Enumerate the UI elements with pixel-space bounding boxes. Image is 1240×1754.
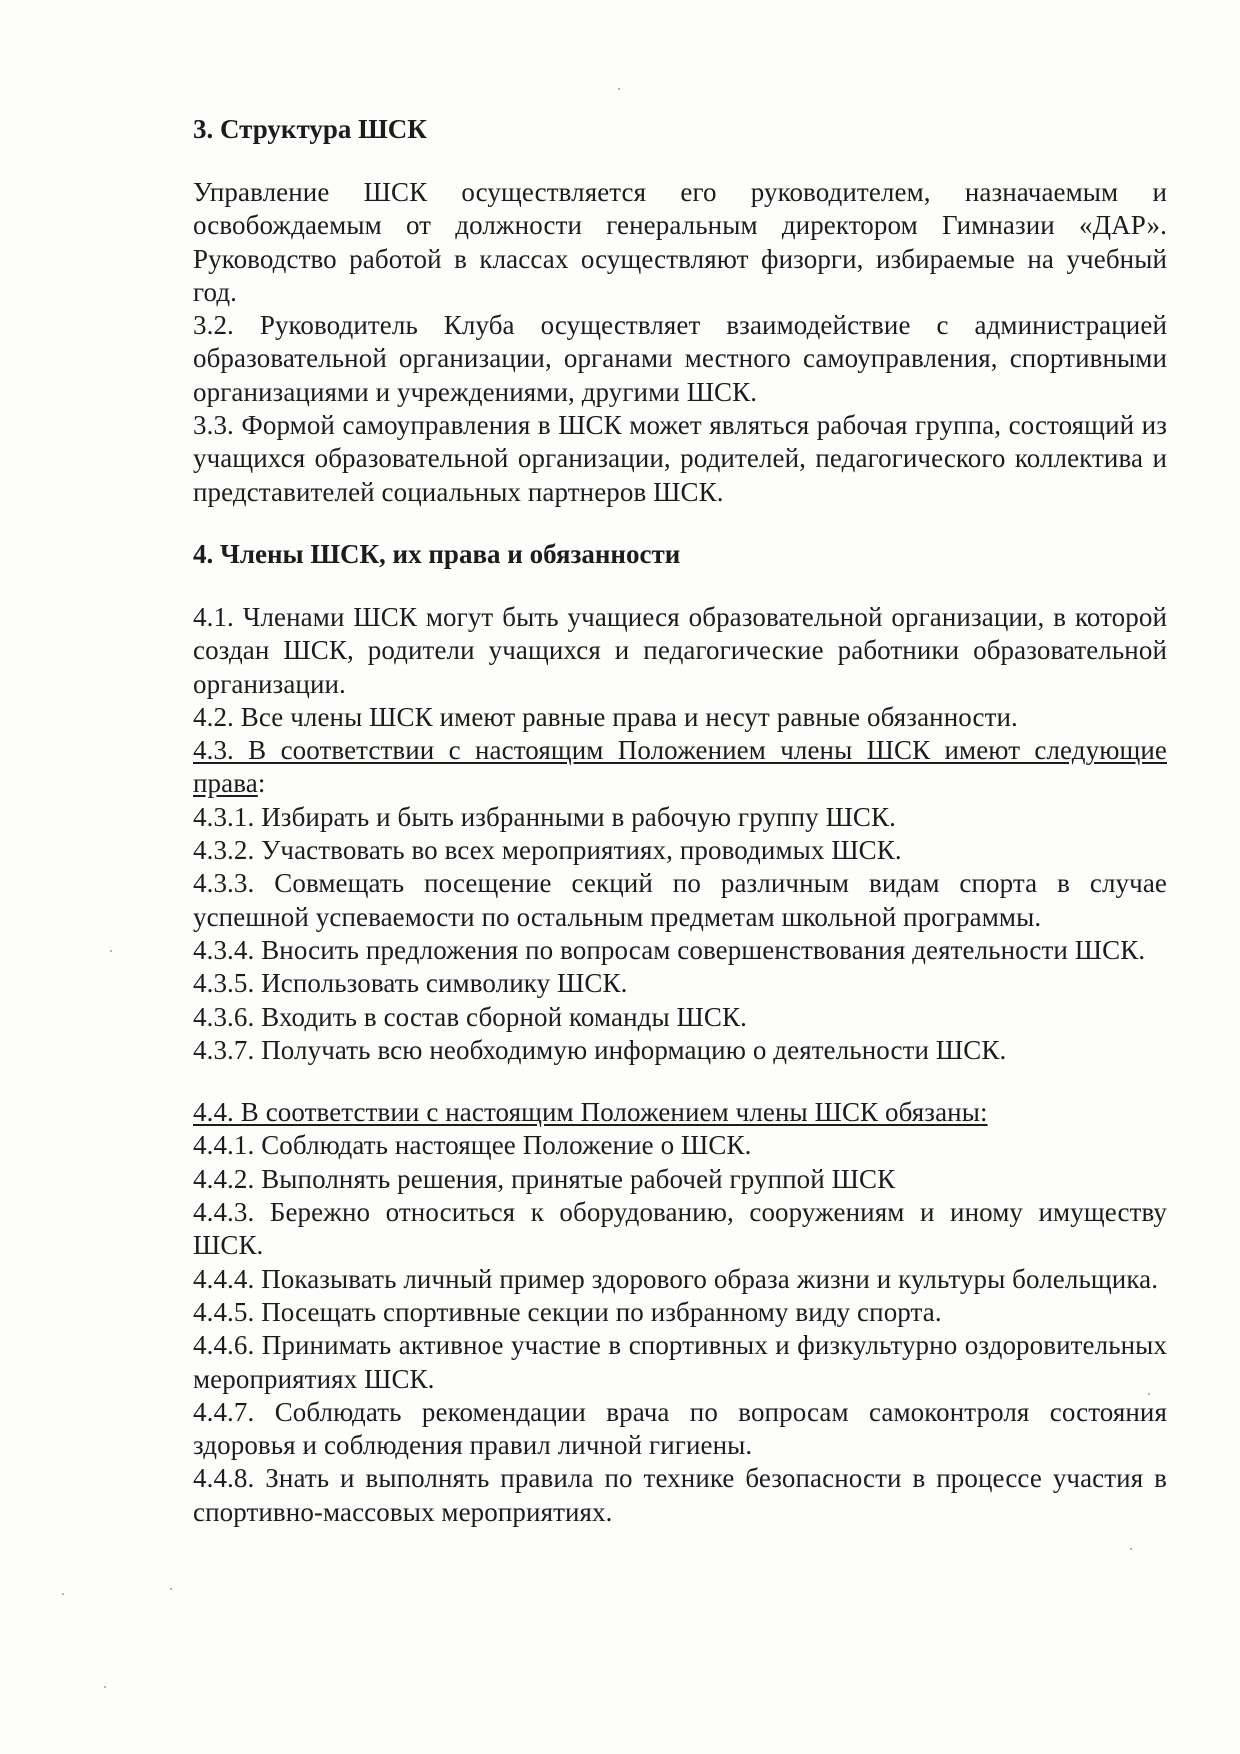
duty-item: 4.4.8. Знать и выполнять правила по технике безопасности в процессе участия в спортивно-массовых мероприятиях. bbox=[193, 1463, 1167, 1527]
right-item: 4.3.2. Участвовать во всех мероприятиях, проводимых ШСК. bbox=[193, 835, 902, 866]
section-3-title: 3. Структура ШСК bbox=[193, 114, 427, 144]
clause-4-3-colon: : bbox=[257, 768, 266, 799]
scan-speck bbox=[618, 88, 620, 90]
right-item: 4.3.1. Избирать и быть избранными в рабочую группу ШСК. bbox=[193, 801, 896, 832]
document-content bbox=[193, 112, 1167, 1529]
clause-4-3-header bbox=[193, 734, 1167, 801]
scan-speck bbox=[104, 1686, 106, 1688]
duty-item: 4.4.4. Показывать личный пример здорового образа жизни и культуры болельщика. bbox=[193, 1263, 1159, 1294]
scan-speck bbox=[1148, 1393, 1150, 1395]
right-item: 4.3.4. Вносить предложения по вопросам совершенствования деятельности ШСК. bbox=[193, 934, 1146, 965]
clause-4-4-underlined: 4.4. В соответствии с настоящим Положением члены ШСК обязаны: bbox=[193, 1097, 988, 1128]
duty-item: 4.4.1. Соблюдать настоящее Положение о ШСК. bbox=[193, 1130, 752, 1161]
clause-4-1: 4.1. Членами ШСК могут быть учащиеся образовательной организации, в которой создан ШСК, родители учащихся и педагогические работники образовательной организации. bbox=[193, 601, 1167, 699]
right-item: 4.3.5. Использовать символику ШСК. bbox=[193, 968, 628, 999]
scan-speck bbox=[110, 950, 112, 952]
duty-item: 4.4.2. Выполнять решения, принятые рабочей группой ШСК bbox=[193, 1163, 896, 1194]
duty-item: 4.4.6. Принимать активное участие в спортивных и физкультурно оздоровительных мероприятиях ШСК. bbox=[193, 1330, 1167, 1394]
section-4-title: 4. Члены ШСК, их права и обязанности bbox=[193, 538, 681, 569]
right-item: 4.3.6. Входить в состав сборной команды ШСК. bbox=[193, 1001, 747, 1032]
duty-item: 4.4.5. Посещать спортивные секции по избранному виду спорта. bbox=[193, 1296, 942, 1327]
section-3-paragraph: 3.2. Руководитель Клуба осуществляет взаимодействие с администрацией образовательной организации, органами местного самоуправления, спортивными организациями и учреждениями, другими ШСК. bbox=[193, 310, 1167, 407]
clause-4-4-header bbox=[193, 1096, 1167, 1129]
duty-item: 4.4.7. Соблюдать рекомендации врача по вопросам самоконтроля состояния здоровья и соблюдения правил личной гигиены. bbox=[193, 1396, 1167, 1461]
scan-speck bbox=[170, 1588, 172, 1590]
spacer bbox=[193, 1067, 1167, 1096]
right-item: 4.3.3. Совмещать посещение секций по различным видам спорта в случае успешной успеваемости по остальным предметам школьной программы. bbox=[193, 868, 1167, 932]
duty-item: 4.4.3. Бережно относиться к оборудованию, сооружениям и иному имуществу ШСК. bbox=[193, 1197, 1167, 1261]
right-item: 4.3.7. Получать всю необходимую информацию о деятельности ШСК. bbox=[193, 1034, 1007, 1065]
scan-speck bbox=[1130, 1548, 1132, 1550]
section-3-paragraph: Управление ШСК осуществляется его руководителем, назначаемым и освобождаемым от должности генеральным директором Гимназии «ДАР». Руководство работой в классах осуществляют физорги, избираемые на учебный год. bbox=[193, 177, 1167, 307]
section-3-paragraph: 3.3. Формой самоуправления в ШСК может являться рабочая группа, состоящий из учащихся образовательной организации, родителей, педагогического коллектива и представителей социальных партнеров ШСК. bbox=[193, 410, 1167, 507]
clause-4-3-underlined: 4.3. В соответствии с настоящим Положением члены ШСК имеют следующие права bbox=[193, 735, 1167, 799]
clause-4-2: 4.2. Все члены ШСК имеют равные права и несут равные обязанности. bbox=[193, 701, 1018, 732]
scan-speck bbox=[62, 1593, 64, 1595]
